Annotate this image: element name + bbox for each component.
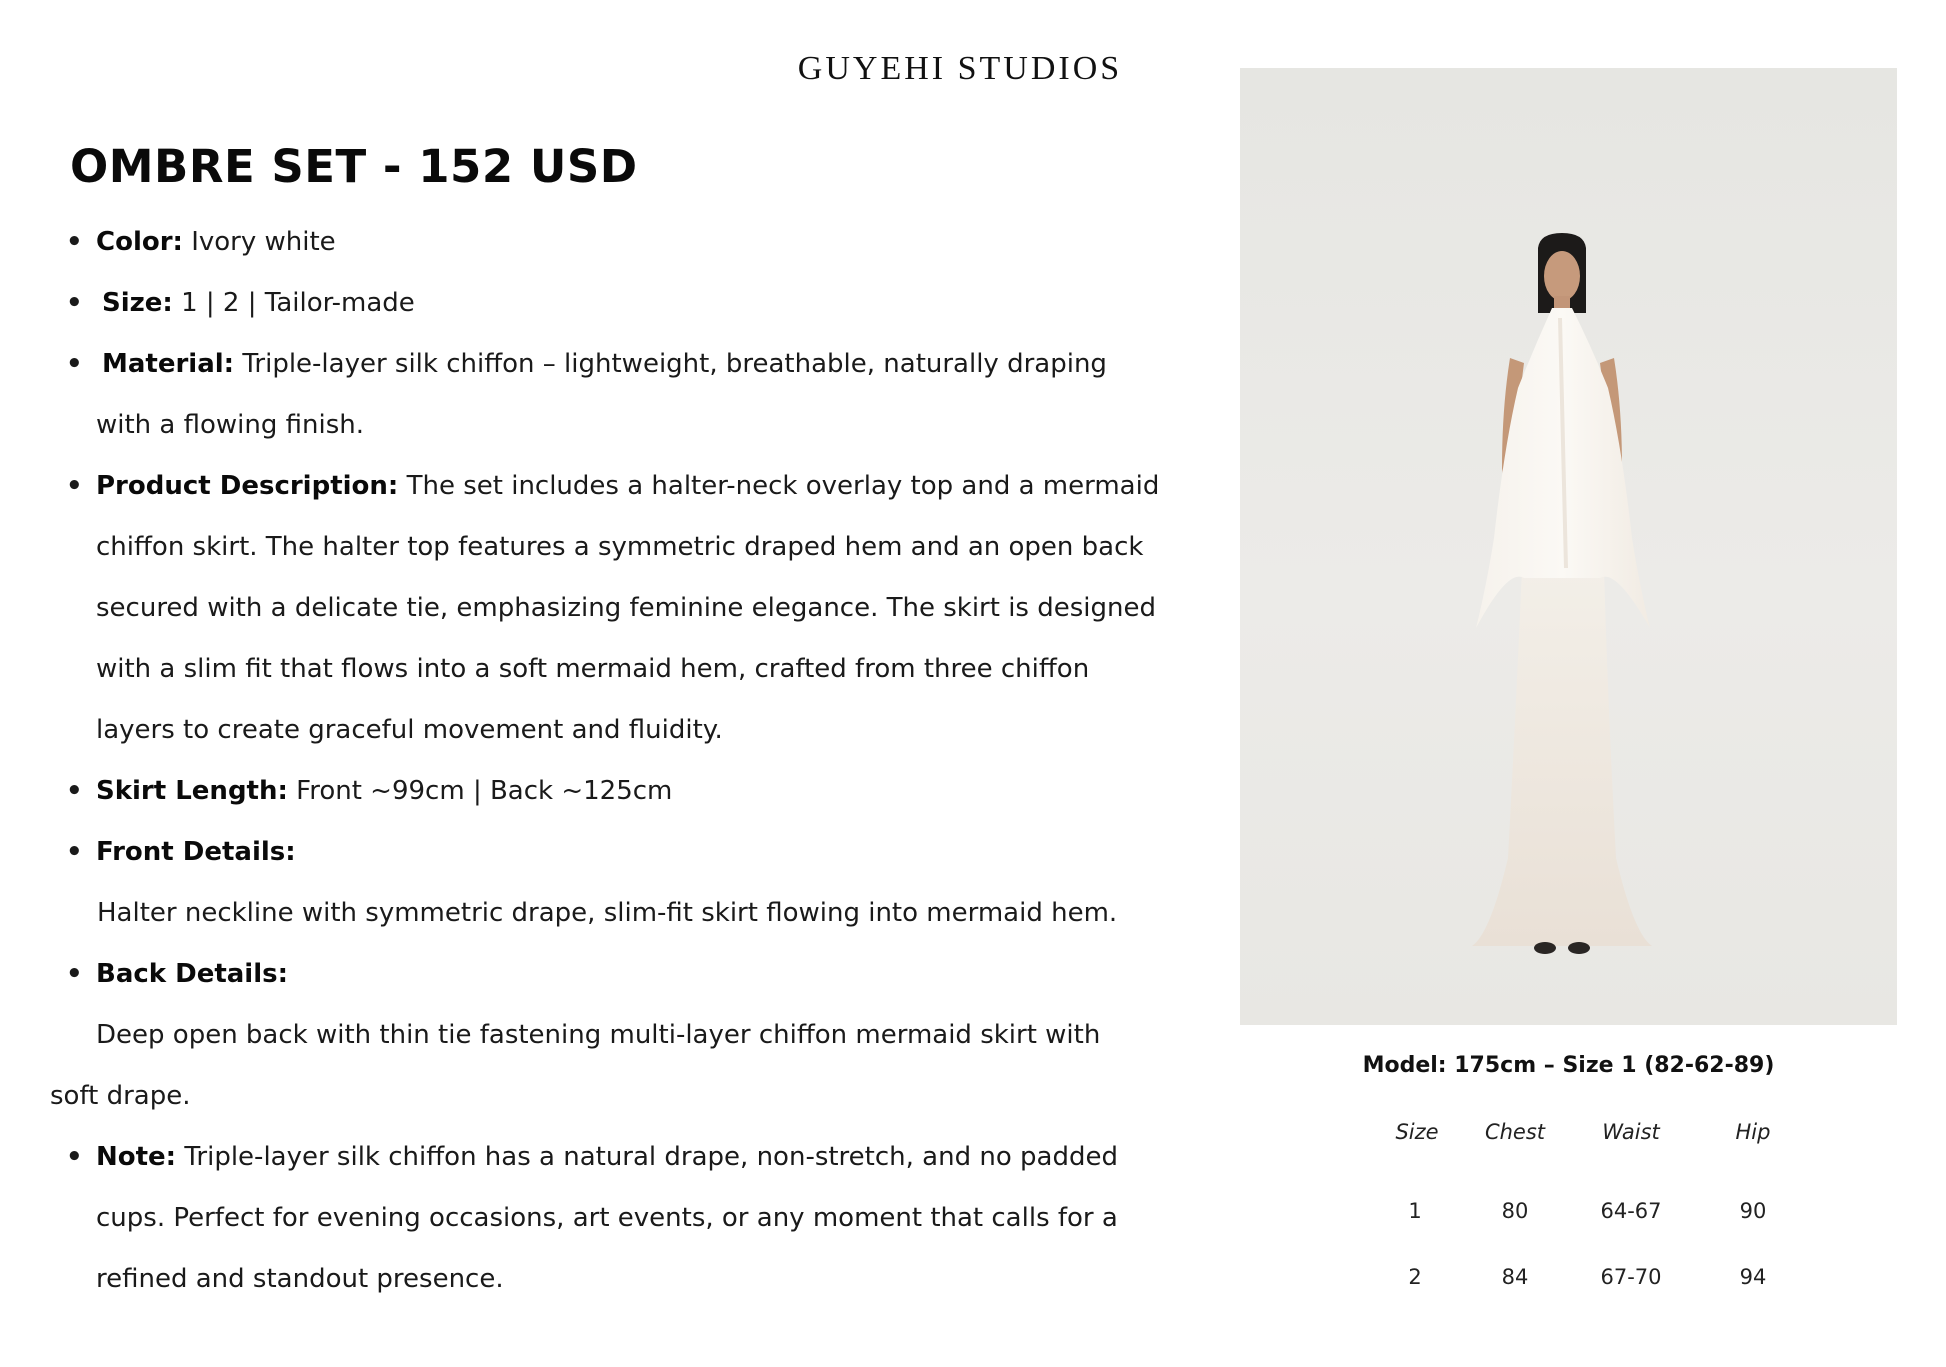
size-header-waist: Waist	[1602, 1120, 1660, 1144]
size-cell: 1	[1408, 1199, 1422, 1223]
spec-label: Material:	[102, 349, 235, 379]
product-title: OMBRE SET - 152 USD	[70, 140, 638, 193]
size-cell: 80	[1501, 1199, 1529, 1223]
spec-description-cont: secured with a delicate tie, emphasizing feminine elegance. The skirt is designed	[96, 593, 1156, 623]
spec-value: Triple-layer silk chiffon – lightweight, breathable, naturally draping	[242, 349, 1107, 379]
model-caption: Model: 175cm – Size 1 (82-62-89)	[1362, 1053, 1775, 1078]
spec-skirt-length	[50, 771, 672, 811]
spec-front-details	[50, 832, 296, 872]
spec-description-cont: layers to create graceful movement and fluidity.	[96, 715, 723, 745]
spec-material	[50, 344, 1107, 384]
spec-color	[50, 222, 336, 262]
spec-label: Back Details:	[96, 959, 289, 989]
spec-value: 1 | 2 | Tailor-made	[181, 288, 415, 318]
brand-logo: GUYEHI STUDIOS	[797, 50, 1123, 87]
spec-description-cont: with a slim fit that flows into a soft mermaid hem, crafted from three chiffon	[96, 654, 1090, 684]
size-cell: 94	[1739, 1265, 1767, 1289]
spec-note	[50, 1137, 1118, 1177]
spec-note-cont: cups. Perfect for evening occasions, art events, or any moment that calls for a	[96, 1203, 1118, 1233]
size-header-chest: Chest	[1484, 1120, 1546, 1144]
spec-note-cont: refined and standout presence.	[96, 1264, 504, 1294]
size-cell: 90	[1739, 1199, 1767, 1223]
spec-back-value-cont: soft drape.	[50, 1081, 191, 1111]
spec-front-value: Halter neckline with symmetric drape, slim-fit skirt flowing into mermaid hem.	[97, 898, 1118, 928]
model-figure-illustration	[1240, 68, 1897, 1025]
size-cell: 67-70	[1600, 1265, 1662, 1289]
spec-value: Triple-layer silk chiffon has a natural drape, non-stretch, and no padded	[184, 1142, 1118, 1172]
size-header-size: Size	[1395, 1120, 1439, 1144]
spec-back-value: Deep open back with thin tie fastening multi-layer chiffon mermaid skirt with	[96, 1020, 1101, 1050]
spec-label: Front Details:	[96, 837, 296, 867]
spec-material-cont: with a flowing finish.	[96, 410, 365, 440]
size-cell: 2	[1408, 1265, 1422, 1289]
spec-label: Note:	[96, 1142, 177, 1172]
spec-description-cont: chiffon skirt. The halter top features a symmetric draped hem and an open back	[96, 532, 1144, 562]
size-header-hip: Hip	[1735, 1120, 1771, 1144]
size-cell: 64-67	[1600, 1199, 1662, 1223]
spec-value: The set includes a halter-neck overlay top and a mermaid	[406, 471, 1160, 501]
spec-value: Ivory white	[191, 227, 336, 257]
spec-label: Product Description:	[96, 471, 399, 501]
product-photo	[1240, 68, 1897, 1025]
spec-value: Front ~99cm | Back ~125cm	[296, 776, 673, 806]
spec-label: Size:	[102, 288, 173, 318]
spec-label: Color:	[96, 227, 183, 257]
spec-label: Skirt Length:	[96, 776, 288, 806]
spec-size	[50, 283, 415, 323]
spec-back-details	[50, 954, 288, 994]
spec-description	[50, 466, 1159, 506]
size-cell: 84	[1501, 1265, 1529, 1289]
